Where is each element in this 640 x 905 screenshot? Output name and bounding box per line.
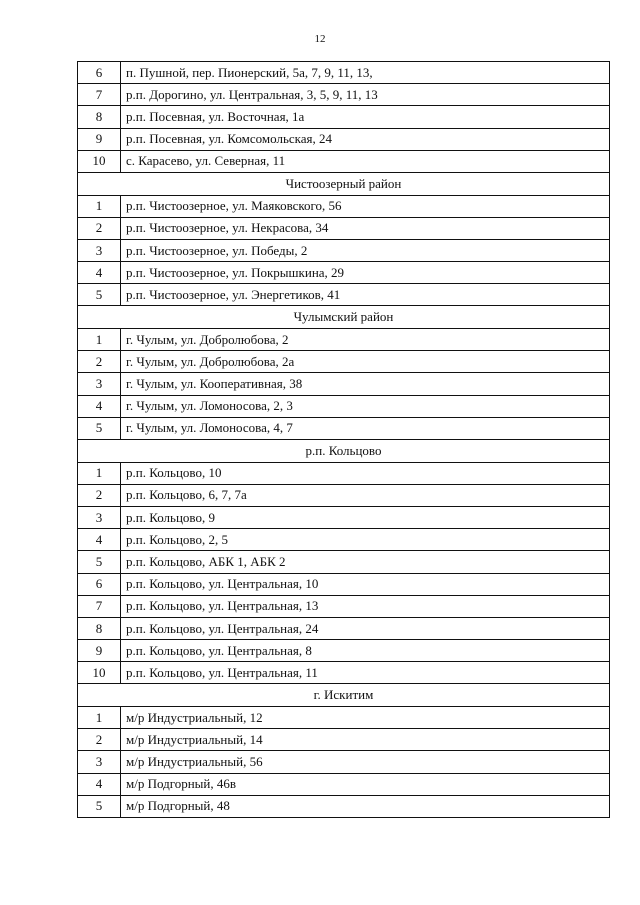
row-address: р.п. Кольцово, ул. Центральная, 8	[121, 640, 610, 662]
table-row	[78, 551, 610, 573]
row-address: р.п. Кольцово, ул. Центральная, 11	[121, 662, 610, 684]
table-row	[78, 506, 610, 528]
row-address: р.п. Чистоозерное, ул. Энергетиков, 41	[121, 284, 610, 306]
table-row	[78, 662, 610, 684]
row-number: 2	[78, 484, 121, 506]
row-address: с. Карасево, ул. Северная, 11	[121, 150, 610, 172]
table-row	[78, 373, 610, 395]
row-number: 6	[78, 62, 121, 84]
address-table-body	[78, 62, 610, 818]
row-address: р.п. Чистоозерное, ул. Победы, 2	[121, 239, 610, 261]
table-row	[78, 417, 610, 439]
row-address: р.п. Посевная, ул. Комсомольская, 24	[121, 128, 610, 150]
table-row	[78, 795, 610, 817]
section-header-row	[78, 440, 610, 463]
row-address: р.п. Посевная, ул. Восточная, 1а	[121, 106, 610, 128]
row-number: 4	[78, 773, 121, 795]
row-number: 7	[78, 84, 121, 106]
table-row	[78, 395, 610, 417]
table-row	[78, 707, 610, 729]
row-address: м/р Индустриальный, 12	[121, 707, 610, 729]
table-row	[78, 84, 610, 106]
row-address: г. Чулым, ул. Ломоносова, 2, 3	[121, 395, 610, 417]
row-number: 4	[78, 529, 121, 551]
table-row	[78, 617, 610, 639]
row-number: 1	[78, 329, 121, 351]
row-address: р.п. Кольцово, ул. Центральная, 24	[121, 617, 610, 639]
row-number: 5	[78, 551, 121, 573]
table-row	[78, 217, 610, 239]
table-row	[78, 640, 610, 662]
row-number: 3	[78, 239, 121, 261]
row-address: г. Чулым, ул. Добролюбова, 2	[121, 329, 610, 351]
row-number: 3	[78, 373, 121, 395]
row-number: 9	[78, 640, 121, 662]
table-row	[78, 595, 610, 617]
section-title: г. Искитим	[78, 684, 610, 707]
section-header-row	[78, 684, 610, 707]
row-number: 4	[78, 262, 121, 284]
row-address: р.п. Чистоозерное, ул. Некрасова, 34	[121, 217, 610, 239]
table-row	[78, 150, 610, 172]
row-address: м/р Индустриальный, 14	[121, 729, 610, 751]
table-row	[78, 529, 610, 551]
row-number: 3	[78, 506, 121, 528]
row-number: 3	[78, 751, 121, 773]
table-row	[78, 262, 610, 284]
row-address: р.п. Чистоозерное, ул. Маяковского, 56	[121, 195, 610, 217]
row-number: 8	[78, 617, 121, 639]
section-header-row	[78, 172, 610, 195]
table-row	[78, 239, 610, 261]
row-number: 9	[78, 128, 121, 150]
row-address: р.п. Кольцово, 6, 7, 7а	[121, 484, 610, 506]
table-row	[78, 751, 610, 773]
row-address: р.п. Дорогино, ул. Центральная, 3, 5, 9, 11, 13	[121, 84, 610, 106]
row-address: г. Чулым, ул. Добролюбова, 2а	[121, 351, 610, 373]
row-address: п. Пушной, пер. Пионерский, 5а, 7, 9, 11, 13,	[121, 62, 610, 84]
table-row	[78, 128, 610, 150]
section-header-row	[78, 306, 610, 329]
row-number: 5	[78, 284, 121, 306]
table-row	[78, 62, 610, 84]
row-number: 5	[78, 795, 121, 817]
row-number: 8	[78, 106, 121, 128]
row-address: г. Чулым, ул. Кооперативная, 38	[121, 373, 610, 395]
row-address: р.п. Кольцово, 10	[121, 462, 610, 484]
table-row	[78, 462, 610, 484]
table-row	[78, 773, 610, 795]
row-number: 2	[78, 729, 121, 751]
row-number: 6	[78, 573, 121, 595]
row-number: 2	[78, 351, 121, 373]
table-row	[78, 729, 610, 751]
row-address: р.п. Кольцово, 9	[121, 506, 610, 528]
address-table	[77, 61, 610, 818]
table-row	[78, 351, 610, 373]
row-number: 5	[78, 417, 121, 439]
section-title: Чулымский район	[78, 306, 610, 329]
row-number: 4	[78, 395, 121, 417]
table-row	[78, 284, 610, 306]
row-address: р.п. Кольцово, 2, 5	[121, 529, 610, 551]
row-number: 2	[78, 217, 121, 239]
row-address: р.п. Кольцово, АБК 1, АБК 2	[121, 551, 610, 573]
row-number: 1	[78, 462, 121, 484]
row-number: 1	[78, 707, 121, 729]
row-address: м/р Индустриальный, 56	[121, 751, 610, 773]
row-number: 10	[78, 150, 121, 172]
row-address: р.п. Кольцово, ул. Центральная, 13	[121, 595, 610, 617]
section-title: р.п. Кольцово	[78, 440, 610, 463]
table-row	[78, 329, 610, 351]
row-address: г. Чулым, ул. Ломоносова, 4, 7	[121, 417, 610, 439]
row-number: 7	[78, 595, 121, 617]
row-address: р.п. Кольцово, ул. Центральная, 10	[121, 573, 610, 595]
row-number: 1	[78, 195, 121, 217]
row-number: 10	[78, 662, 121, 684]
table-row	[78, 484, 610, 506]
table-row	[78, 573, 610, 595]
row-address: м/р Подгорный, 46в	[121, 773, 610, 795]
row-address: м/р Подгорный, 48	[121, 795, 610, 817]
table-row	[78, 106, 610, 128]
page-number: 12	[314, 33, 326, 45]
table-row	[78, 195, 610, 217]
section-title: Чистоозерный район	[78, 172, 610, 195]
row-address: р.п. Чистоозерное, ул. Покрышкина, 29	[121, 262, 610, 284]
